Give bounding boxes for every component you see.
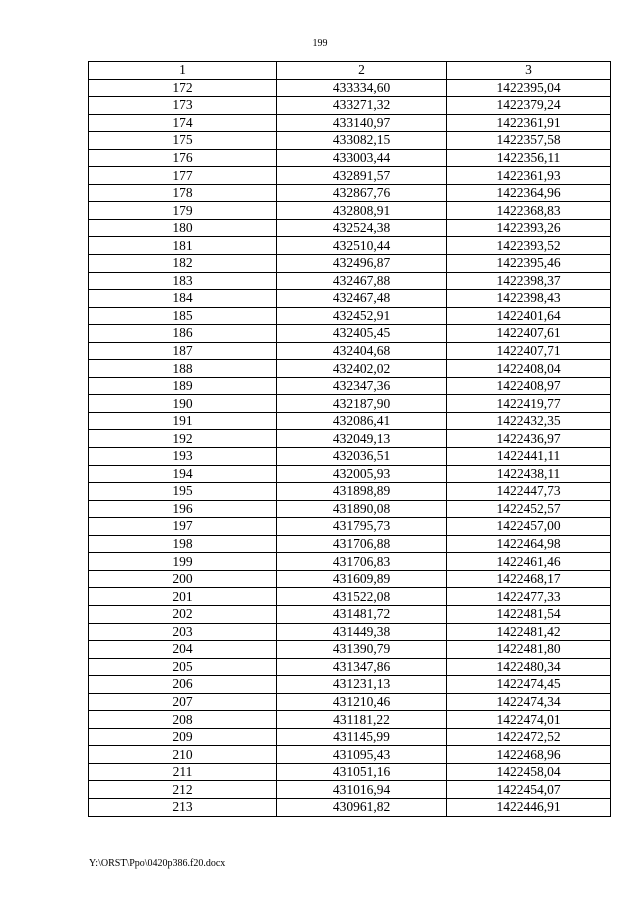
cell-x-coordinate: 432405,45	[277, 325, 447, 343]
table-row	[89, 184, 611, 202]
cell-point-number: 174	[89, 114, 277, 132]
cell-x-coordinate: 432467,88	[277, 272, 447, 290]
cell-x-coordinate: 432086,41	[277, 412, 447, 430]
cell-point-number: 188	[89, 360, 277, 378]
table-row	[89, 518, 611, 536]
table-header	[89, 62, 611, 80]
cell-y-coordinate: 1422480,34	[447, 658, 611, 676]
cell-y-coordinate: 1422357,58	[447, 132, 611, 150]
table-row	[89, 360, 611, 378]
cell-point-number: 191	[89, 412, 277, 430]
table-row	[89, 430, 611, 448]
cell-x-coordinate: 431898,89	[277, 483, 447, 501]
table-row	[89, 202, 611, 220]
cell-x-coordinate: 432404,68	[277, 342, 447, 360]
cell-point-number: 192	[89, 430, 277, 448]
table-row	[89, 237, 611, 255]
cell-point-number: 205	[89, 658, 277, 676]
cell-x-coordinate: 433003,44	[277, 149, 447, 167]
cell-y-coordinate: 1422395,04	[447, 79, 611, 97]
table-row	[89, 623, 611, 641]
cell-point-number: 204	[89, 641, 277, 659]
cell-y-coordinate: 1422379,24	[447, 97, 611, 115]
column-header-y: 3	[447, 62, 611, 80]
cell-x-coordinate: 433082,15	[277, 132, 447, 150]
table-row	[89, 149, 611, 167]
cell-point-number: 176	[89, 149, 277, 167]
cell-y-coordinate: 1422481,80	[447, 641, 611, 659]
cell-y-coordinate: 1422461,46	[447, 553, 611, 571]
cell-x-coordinate: 431095,43	[277, 746, 447, 764]
cell-y-coordinate: 1422395,46	[447, 255, 611, 273]
cell-point-number: 213	[89, 798, 277, 816]
cell-y-coordinate: 1422474,34	[447, 693, 611, 711]
cell-point-number: 197	[89, 518, 277, 536]
cell-x-coordinate: 433140,97	[277, 114, 447, 132]
cell-y-coordinate: 1422361,93	[447, 167, 611, 185]
table-row	[89, 676, 611, 694]
table-row	[89, 325, 611, 343]
cell-y-coordinate: 1422457,00	[447, 518, 611, 536]
table-row	[89, 711, 611, 729]
cell-point-number: 177	[89, 167, 277, 185]
table-row	[89, 641, 611, 659]
cell-point-number: 201	[89, 588, 277, 606]
cell-point-number: 186	[89, 325, 277, 343]
cell-y-coordinate: 1422368,83	[447, 202, 611, 220]
cell-y-coordinate: 1422438,11	[447, 465, 611, 483]
cell-point-number: 195	[89, 483, 277, 501]
cell-y-coordinate: 1422477,33	[447, 588, 611, 606]
table-row	[89, 79, 611, 97]
column-header-x: 2	[277, 62, 447, 80]
cell-y-coordinate: 1422408,97	[447, 377, 611, 395]
cell-point-number: 211	[89, 763, 277, 781]
cell-x-coordinate: 431706,88	[277, 535, 447, 553]
table-row	[89, 763, 611, 781]
cell-point-number: 175	[89, 132, 277, 150]
table-row	[89, 500, 611, 518]
cell-y-coordinate: 1422432,35	[447, 412, 611, 430]
table-row	[89, 728, 611, 746]
cell-point-number: 185	[89, 307, 277, 325]
table-row	[89, 412, 611, 430]
cell-x-coordinate: 431347,86	[277, 658, 447, 676]
cell-x-coordinate: 431390,79	[277, 641, 447, 659]
table-row	[89, 535, 611, 553]
table-row	[89, 781, 611, 799]
cell-x-coordinate: 431522,08	[277, 588, 447, 606]
cell-point-number: 180	[89, 219, 277, 237]
cell-y-coordinate: 1422398,43	[447, 290, 611, 308]
cell-point-number: 173	[89, 97, 277, 115]
cell-x-coordinate: 431181,22	[277, 711, 447, 729]
cell-point-number: 172	[89, 79, 277, 97]
cell-x-coordinate: 432510,44	[277, 237, 447, 255]
table-row	[89, 272, 611, 290]
table-row	[89, 693, 611, 711]
cell-point-number: 196	[89, 500, 277, 518]
cell-x-coordinate: 432036,51	[277, 448, 447, 466]
cell-y-coordinate: 1422458,04	[447, 763, 611, 781]
table-row	[89, 658, 611, 676]
cell-y-coordinate: 1422474,45	[447, 676, 611, 694]
table-row	[89, 483, 611, 501]
coordinates-table	[88, 61, 611, 817]
cell-y-coordinate: 1422361,91	[447, 114, 611, 132]
cell-point-number: 179	[89, 202, 277, 220]
cell-point-number: 184	[89, 290, 277, 308]
cell-x-coordinate: 433334,60	[277, 79, 447, 97]
cell-y-coordinate: 1422407,61	[447, 325, 611, 343]
cell-y-coordinate: 1422401,64	[447, 307, 611, 325]
table-row	[89, 448, 611, 466]
cell-x-coordinate: 432049,13	[277, 430, 447, 448]
cell-y-coordinate: 1422398,37	[447, 272, 611, 290]
cell-y-coordinate: 1422481,42	[447, 623, 611, 641]
table-row	[89, 588, 611, 606]
cell-x-coordinate: 432891,57	[277, 167, 447, 185]
cell-x-coordinate: 432452,91	[277, 307, 447, 325]
cell-point-number: 198	[89, 535, 277, 553]
cell-x-coordinate: 431481,72	[277, 605, 447, 623]
table-row	[89, 167, 611, 185]
cell-point-number: 190	[89, 395, 277, 413]
cell-point-number: 187	[89, 342, 277, 360]
table-row	[89, 746, 611, 764]
cell-point-number: 183	[89, 272, 277, 290]
cell-point-number: 200	[89, 570, 277, 588]
cell-x-coordinate: 432402,02	[277, 360, 447, 378]
cell-y-coordinate: 1422452,57	[447, 500, 611, 518]
cell-point-number: 199	[89, 553, 277, 571]
cell-x-coordinate: 431706,83	[277, 553, 447, 571]
cell-point-number: 181	[89, 237, 277, 255]
cell-y-coordinate: 1422407,71	[447, 342, 611, 360]
cell-y-coordinate: 1422441,11	[447, 448, 611, 466]
cell-point-number: 206	[89, 676, 277, 694]
cell-x-coordinate: 432005,93	[277, 465, 447, 483]
cell-y-coordinate: 1422419,77	[447, 395, 611, 413]
cell-x-coordinate: 431016,94	[277, 781, 447, 799]
cell-x-coordinate: 430961,82	[277, 798, 447, 816]
cell-x-coordinate: 431890,08	[277, 500, 447, 518]
table-row	[89, 307, 611, 325]
cell-y-coordinate: 1422393,26	[447, 219, 611, 237]
cell-y-coordinate: 1422356,11	[447, 149, 611, 167]
cell-point-number: 193	[89, 448, 277, 466]
table-body	[89, 79, 611, 816]
cell-y-coordinate: 1422454,07	[447, 781, 611, 799]
table-row	[89, 342, 611, 360]
cell-x-coordinate: 433271,32	[277, 97, 447, 115]
cell-point-number: 194	[89, 465, 277, 483]
table-row	[89, 97, 611, 115]
cell-x-coordinate: 431051,16	[277, 763, 447, 781]
cell-y-coordinate: 1422447,73	[447, 483, 611, 501]
cell-x-coordinate: 432808,91	[277, 202, 447, 220]
table-row	[89, 290, 611, 308]
cell-y-coordinate: 1422436,97	[447, 430, 611, 448]
cell-x-coordinate: 431231,13	[277, 676, 447, 694]
page-number: 199	[312, 38, 328, 49]
cell-y-coordinate: 1422468,17	[447, 570, 611, 588]
table-row	[89, 219, 611, 237]
cell-point-number: 208	[89, 711, 277, 729]
cell-x-coordinate: 432524,38	[277, 219, 447, 237]
cell-x-coordinate: 432467,48	[277, 290, 447, 308]
cell-point-number: 203	[89, 623, 277, 641]
cell-x-coordinate: 431449,38	[277, 623, 447, 641]
cell-x-coordinate: 431795,73	[277, 518, 447, 536]
cell-y-coordinate: 1422364,96	[447, 184, 611, 202]
cell-x-coordinate: 432347,36	[277, 377, 447, 395]
cell-point-number: 207	[89, 693, 277, 711]
table-row	[89, 377, 611, 395]
table-row	[89, 114, 611, 132]
cell-x-coordinate: 431210,46	[277, 693, 447, 711]
cell-point-number: 189	[89, 377, 277, 395]
table-row	[89, 605, 611, 623]
table-row	[89, 798, 611, 816]
cell-y-coordinate: 1422464,98	[447, 535, 611, 553]
footer-file-path: Y:\ORST\Ppo\0420p386.f20.docx	[89, 858, 226, 869]
table-row	[89, 395, 611, 413]
table-row	[89, 132, 611, 150]
table-row	[89, 553, 611, 571]
cell-point-number: 209	[89, 728, 277, 746]
cell-y-coordinate: 1422472,52	[447, 728, 611, 746]
table-row	[89, 255, 611, 273]
table-row	[89, 465, 611, 483]
cell-point-number: 212	[89, 781, 277, 799]
cell-y-coordinate: 1422481,54	[447, 605, 611, 623]
cell-x-coordinate: 432187,90	[277, 395, 447, 413]
cell-x-coordinate: 432496,87	[277, 255, 447, 273]
table-header-row	[89, 62, 611, 80]
cell-x-coordinate: 431145,99	[277, 728, 447, 746]
cell-y-coordinate: 1422393,52	[447, 237, 611, 255]
column-header-number: 1	[89, 62, 277, 80]
cell-y-coordinate: 1422446,91	[447, 798, 611, 816]
table-row	[89, 570, 611, 588]
cell-x-coordinate: 431609,89	[277, 570, 447, 588]
cell-point-number: 182	[89, 255, 277, 273]
cell-y-coordinate: 1422474,01	[447, 711, 611, 729]
cell-y-coordinate: 1422468,96	[447, 746, 611, 764]
cell-x-coordinate: 432867,76	[277, 184, 447, 202]
cell-point-number: 210	[89, 746, 277, 764]
cell-y-coordinate: 1422408,04	[447, 360, 611, 378]
cell-point-number: 202	[89, 605, 277, 623]
cell-point-number: 178	[89, 184, 277, 202]
